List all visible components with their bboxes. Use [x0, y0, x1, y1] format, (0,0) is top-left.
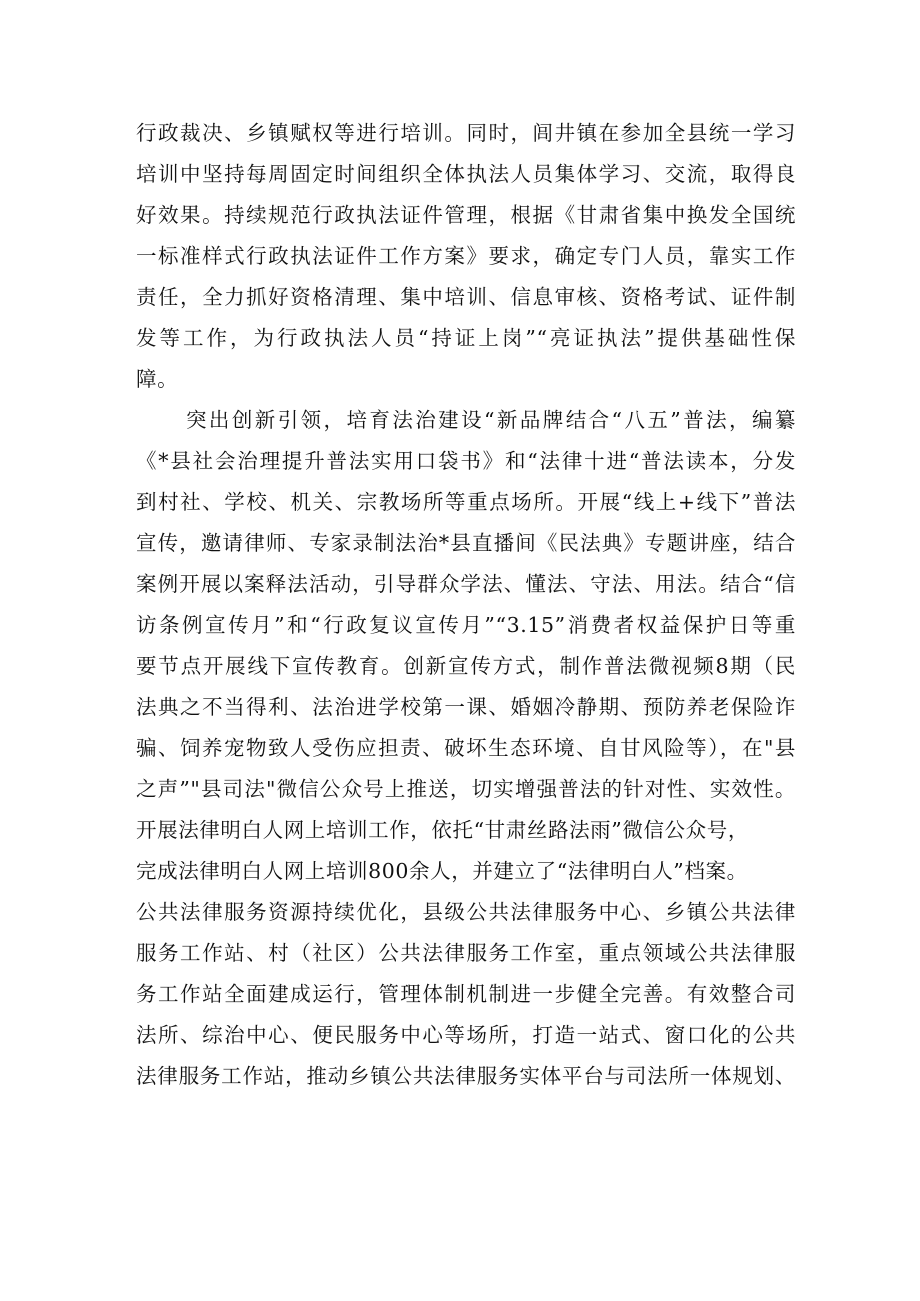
text-line: 责任，全力抓好资格清理、集中培训、信息审核、资格考试、证件制 [136, 285, 796, 309]
text-line: 好效果。持续规范行政执法证件管理，根据《甘肃省集中换发全国统 [136, 203, 796, 227]
text-line: 访条例宣传月”和“行政复议宣传月”“3.15”消费者权益保护日等重 [136, 613, 796, 637]
text-line: 骗、饲养宠物致人受伤应担责、破坏生态环境、自甘风险等），在"县 [136, 736, 796, 760]
text-line: 一标准样式行政执法证件工作方案》要求，确定专门人员，靠实工作 [136, 244, 796, 268]
text-line: 《*县社会治理提升普法实用口袋书》和“法律十进“普法读本，分发 [136, 449, 796, 473]
text-line: 法典之不当得利、法治进学校第一课、婚姻冷静期、预防养老保险诈 [136, 695, 796, 719]
text-line: 公共法律服务资源持续优化，县级公共法律服务中心、乡镇公共法律 [136, 900, 796, 924]
text-line: 开展法律明白人网上培训工作，依托“甘肃丝路法雨”微信公众号， [136, 818, 749, 842]
text-line: 要节点开展线下宣传教育。创新宣传方式，制作普法微视频8期（民 [136, 654, 796, 678]
text-line: 宣传，邀请律师、专家录制法治*县直播间《民法典》专题讲座，结合 [136, 531, 796, 555]
text-line: 行政裁决、乡镇赋权等进行培训。同时，闾井镇在参加全县统一学习 [136, 121, 796, 145]
text-line: 到村社、学校、机关、宗教场所等重点场所。开展“线上+线下”普法 [136, 490, 796, 514]
text-line: 务工作站全面建成运行，管理体制机制进一步健全完善。有效整合司 [136, 982, 796, 1006]
text-line: 障。 [136, 367, 179, 391]
text-line: 服务工作站、村（社区）公共法律服务工作室，重点领域公共法律服 [136, 941, 796, 965]
text-line: 法所、综治中心、便民服务中心等场所，打造一站式、窗口化的公共 [136, 1023, 796, 1047]
text-line: 发等工作，为行政执法人员“持证上岗”“亮证执法”提供基础性保 [136, 326, 796, 350]
text-line: 法律服务工作站，推动乡镇公共法律服务实体平台与司法所一体规划、 [136, 1064, 796, 1088]
text-line: 完成法律明白人网上培训800余人，并建立了“法律明白人”档案。 [136, 859, 748, 883]
text-line: 之声”"县司法"微信公众号上推送，切实增强普法的针对性、实效性。 [136, 777, 796, 801]
text-line: 案例开展以案释法活动，引导群众学法、懂法、守法、用法。结合“信 [136, 572, 796, 596]
paragraph-first-line: 突出创新引领，培育法治建设“新品牌结合“八五”普法，编纂 [186, 408, 796, 432]
text-line: 培训中坚持每周固定时间组织全体执法人员集体学习、交流，取得良 [136, 162, 796, 186]
